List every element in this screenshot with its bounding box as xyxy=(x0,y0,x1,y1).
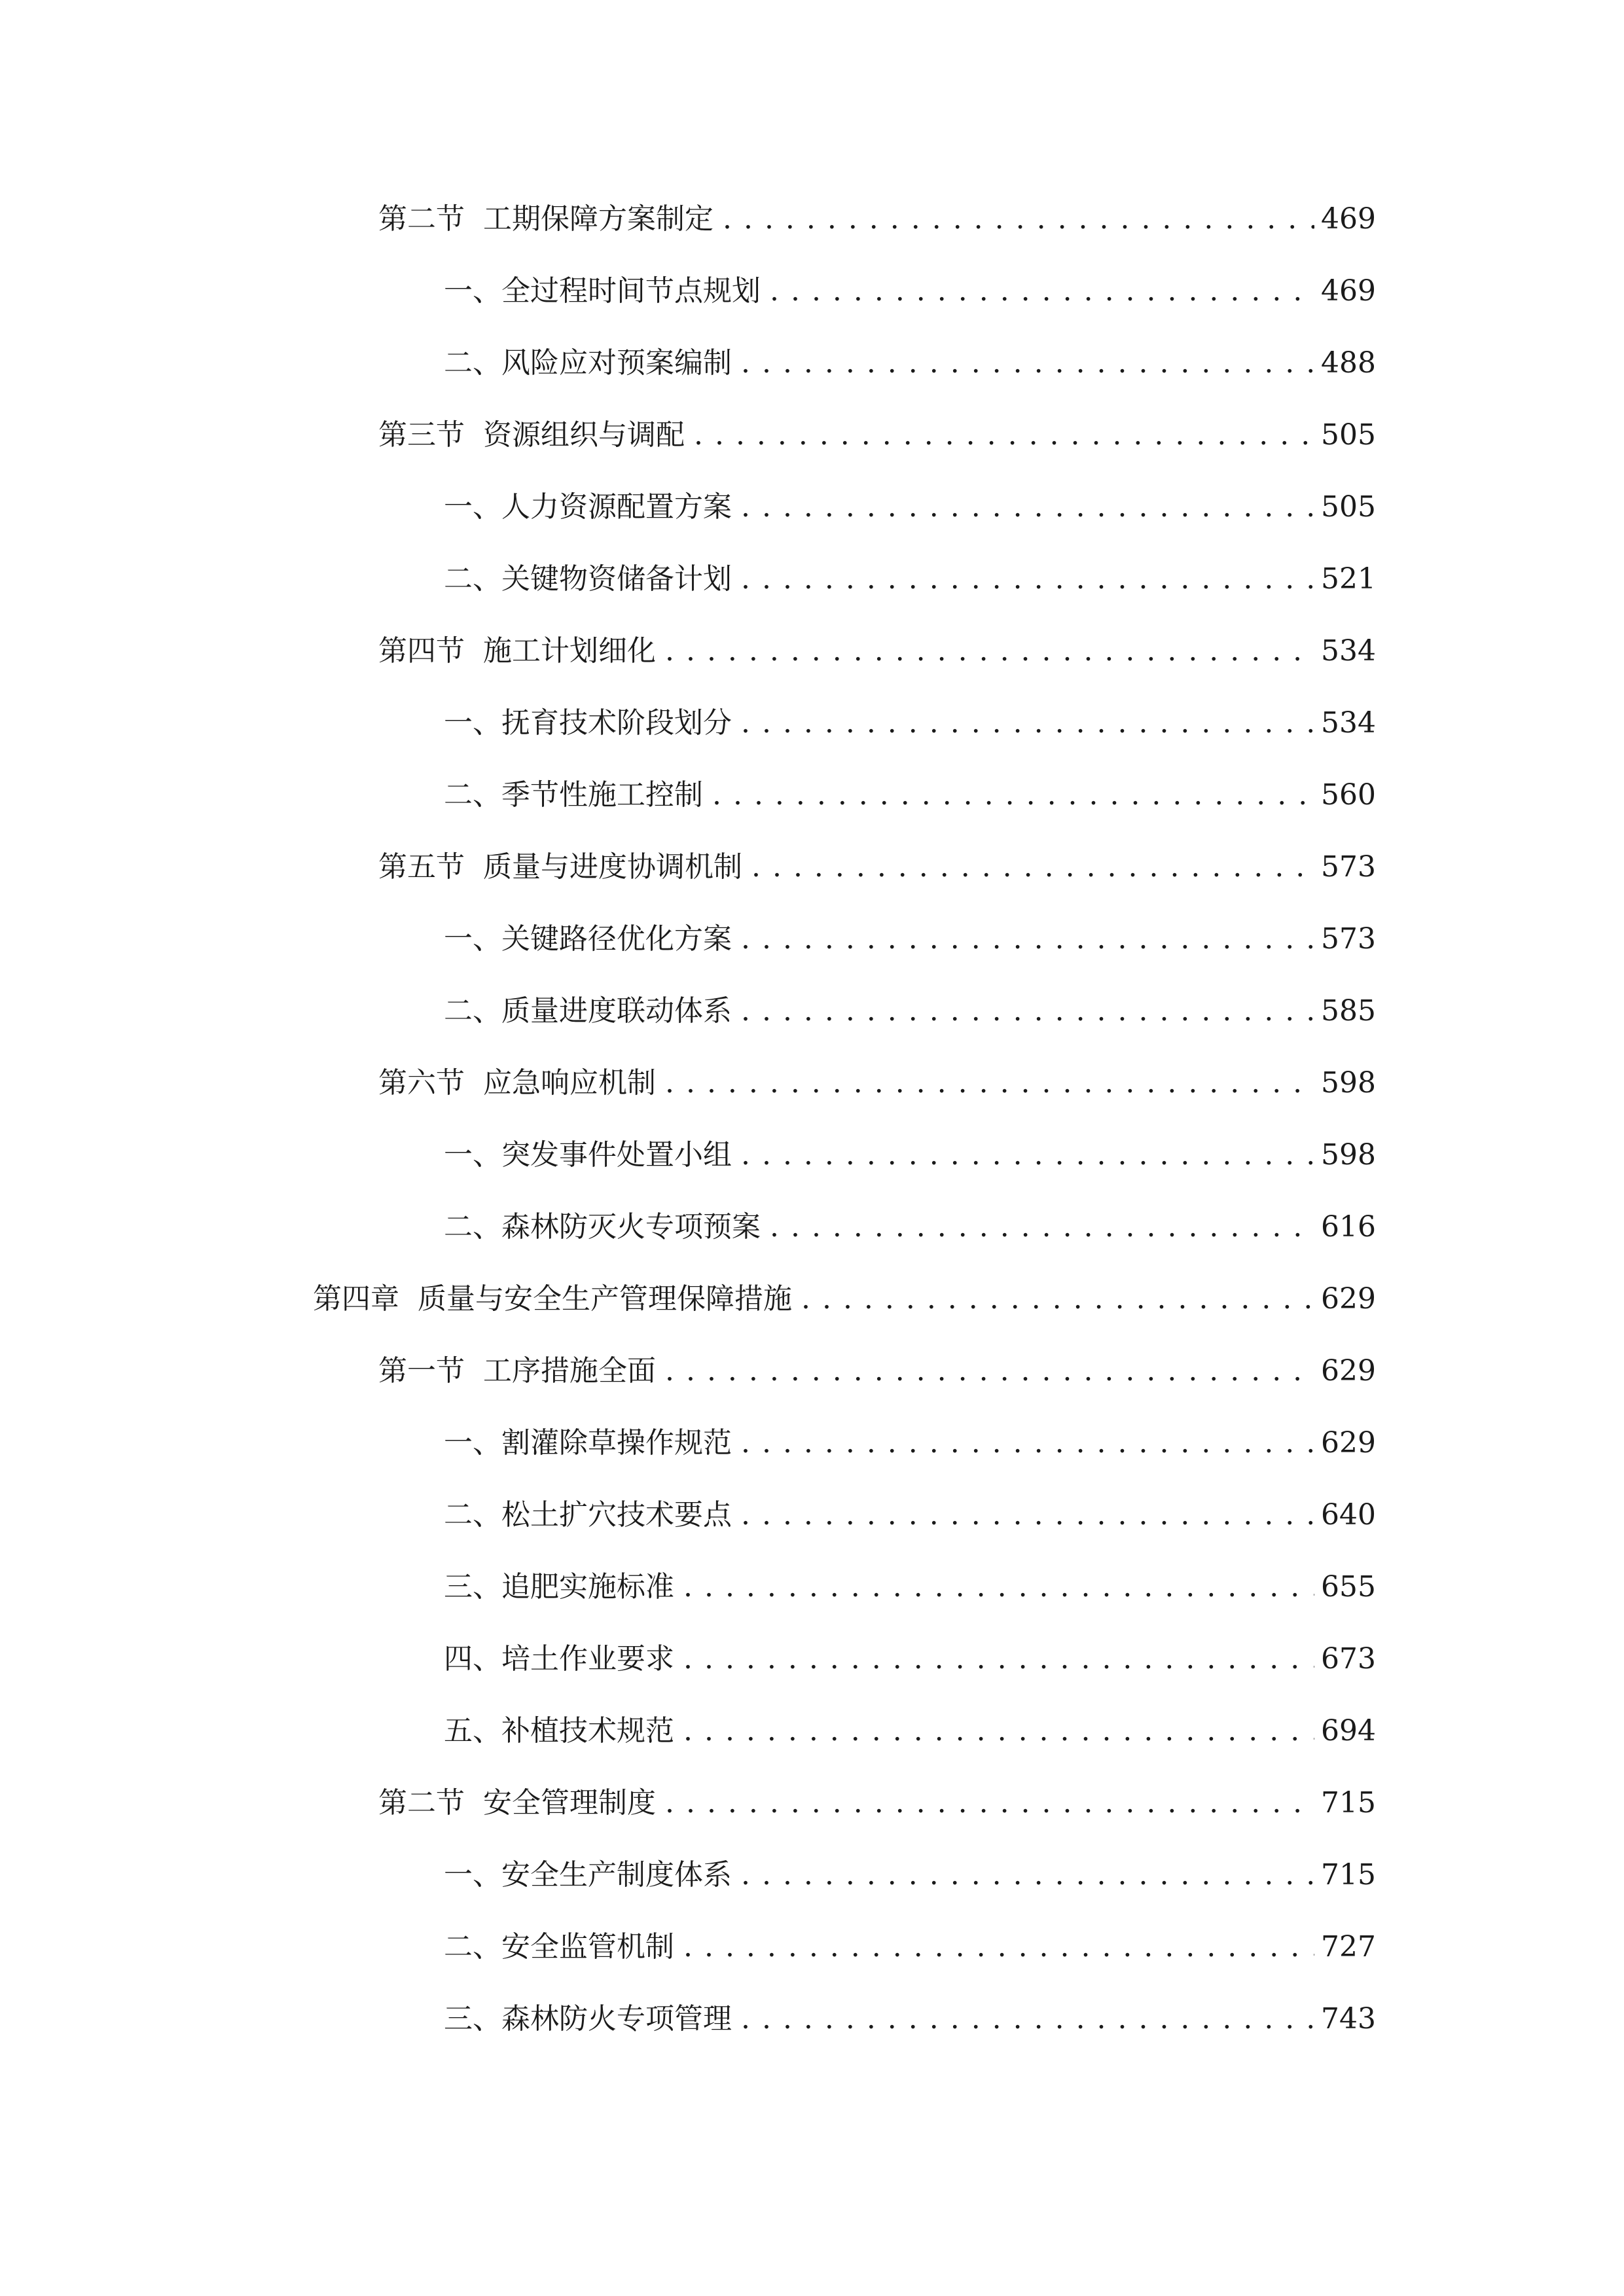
toc-entry-number: 二、 xyxy=(444,994,501,1028)
toc-entry-page: 469 xyxy=(1321,274,1376,308)
toc-entry[interactable] xyxy=(378,1780,1376,1826)
toc-entry-number: 五、 xyxy=(444,1714,501,1748)
toc-entry-title: 质量与安全生产管理保障措施 xyxy=(418,1282,792,1316)
toc-entry-title: 应急响应机制 xyxy=(483,1066,656,1100)
toc-entry-title: 全过程时间节点规划 xyxy=(501,274,761,308)
dot-leader xyxy=(741,340,1314,386)
toc-entry-page: 616 xyxy=(1321,1210,1376,1244)
toc-entry-title: 安全监管机制 xyxy=(501,1930,674,1964)
dot-leader xyxy=(665,1780,1314,1826)
toc-entry[interactable] xyxy=(444,1996,1376,2042)
toc-entry-title: 安全管理制度 xyxy=(483,1786,656,1820)
toc-entry[interactable] xyxy=(444,1204,1376,1250)
toc-entry-title: 追肥实施标准 xyxy=(501,1570,674,1604)
toc-entry-title: 关键路径优化方案 xyxy=(501,922,732,956)
dot-leader xyxy=(741,1852,1314,1898)
toc-entry[interactable] xyxy=(444,340,1376,386)
toc-entry-title: 抚育技术阶段划分 xyxy=(501,706,732,740)
toc-entry[interactable] xyxy=(444,772,1376,818)
toc-entry-page: 534 xyxy=(1321,706,1376,740)
dot-leader xyxy=(741,1492,1314,1538)
toc-entry[interactable] xyxy=(444,1636,1376,1682)
toc-entry[interactable] xyxy=(444,1852,1376,1898)
toc-entry-number: 一、 xyxy=(444,1858,501,1892)
toc-entry-number: 一、 xyxy=(444,1426,501,1460)
toc-entry[interactable] xyxy=(378,196,1376,242)
toc-entry-number: 第三节 xyxy=(378,418,465,452)
toc-entry[interactable] xyxy=(444,988,1376,1034)
dot-leader xyxy=(801,1276,1314,1322)
toc-entry[interactable] xyxy=(444,268,1376,314)
toc-entry-title: 工序措施全面 xyxy=(483,1354,656,1388)
toc-entry-number: 四、 xyxy=(444,1642,501,1676)
toc-entry-number: 一、 xyxy=(444,274,501,308)
toc-entry-title: 突发事件处置小组 xyxy=(501,1138,732,1172)
toc-entry-title: 人力资源配置方案 xyxy=(501,490,732,524)
toc-entry-number: 二、 xyxy=(444,778,501,812)
toc-entry-page: 598 xyxy=(1321,1066,1376,1100)
toc-entry-number: 三、 xyxy=(444,1570,501,1604)
toc-entry-page: 629 xyxy=(1321,1282,1376,1316)
toc-entry-number: 二、 xyxy=(444,346,501,380)
toc-entry[interactable] xyxy=(444,556,1376,602)
toc-entry[interactable] xyxy=(444,1924,1376,1970)
dot-leader xyxy=(770,1204,1314,1250)
toc-entry-title: 松土扩穴技术要点 xyxy=(501,1498,732,1532)
toc-entry[interactable] xyxy=(378,1348,1376,1394)
toc-entry-page: 573 xyxy=(1321,922,1376,956)
toc-entry[interactable] xyxy=(444,1492,1376,1538)
dot-leader xyxy=(741,988,1314,1034)
toc-entry-page: 505 xyxy=(1321,418,1376,452)
toc-entry-title: 割灌除草操作规范 xyxy=(501,1426,732,1460)
toc-entry-title: 质量进度联动体系 xyxy=(501,994,732,1028)
toc-entry-page: 640 xyxy=(1321,1498,1376,1532)
toc-entry-number: 三、 xyxy=(444,2002,501,2036)
toc-entry-number: 一、 xyxy=(444,922,501,956)
toc-entry-chapter[interactable] xyxy=(313,1276,1376,1322)
toc-entry[interactable] xyxy=(378,628,1376,674)
dot-leader xyxy=(665,628,1314,674)
toc-entry-number: 一、 xyxy=(444,706,501,740)
toc-entry-number: 第二节 xyxy=(378,1786,465,1820)
toc-entry-page: 521 xyxy=(1321,562,1376,596)
dot-leader xyxy=(712,772,1314,818)
dot-leader xyxy=(770,268,1314,314)
toc-entry[interactable] xyxy=(444,700,1376,746)
dot-leader xyxy=(683,1924,1314,1970)
toc-entry-number: 二、 xyxy=(444,1210,501,1244)
toc-entry-title: 补植技术规范 xyxy=(501,1714,674,1748)
dot-leader xyxy=(741,1132,1314,1178)
toc-entry-number: 第四章 xyxy=(313,1282,399,1316)
toc-entry-title: 培土作业要求 xyxy=(501,1642,674,1676)
toc-entry-page: 488 xyxy=(1321,346,1376,380)
dot-leader xyxy=(741,916,1314,962)
toc-entry-number: 第二节 xyxy=(378,202,465,236)
toc-entry[interactable] xyxy=(378,412,1376,458)
toc-entry-page: 629 xyxy=(1321,1354,1376,1388)
toc-entry[interactable] xyxy=(444,484,1376,530)
toc-entry-title: 关键物资储备计划 xyxy=(501,562,732,596)
toc-entry-number: 第五节 xyxy=(378,850,465,884)
dot-leader xyxy=(694,412,1314,458)
dot-leader xyxy=(723,196,1314,242)
toc-entry-page: 573 xyxy=(1321,850,1376,884)
dot-leader xyxy=(741,556,1314,602)
toc-entry-title: 质量与进度协调机制 xyxy=(483,850,742,884)
toc-entry-page: 560 xyxy=(1321,778,1376,812)
toc-entry-title: 工期保障方案制定 xyxy=(483,202,713,236)
toc-entry[interactable] xyxy=(378,1060,1376,1106)
dot-leader xyxy=(741,1996,1314,2042)
toc-entry-page: 727 xyxy=(1321,1930,1376,1964)
toc-entry-page: 743 xyxy=(1321,2002,1376,2036)
toc-entry-number: 第六节 xyxy=(378,1066,465,1100)
toc-entry-page: 673 xyxy=(1321,1642,1376,1676)
toc-entry-page: 598 xyxy=(1321,1138,1376,1172)
toc-entry-title: 季节性施工控制 xyxy=(501,778,703,812)
toc-entry-page: 715 xyxy=(1321,1858,1376,1892)
toc-entry-number: 第一节 xyxy=(378,1354,465,1388)
toc-entry-page: 629 xyxy=(1321,1426,1376,1460)
toc-entry-title: 施工计划细化 xyxy=(483,634,656,668)
toc-entry[interactable] xyxy=(444,916,1376,962)
toc-entry-number: 一、 xyxy=(444,1138,501,1172)
dot-leader xyxy=(683,1636,1314,1682)
toc-entry-number: 二、 xyxy=(444,562,501,596)
toc-entry-page: 694 xyxy=(1321,1714,1376,1748)
toc-entry[interactable] xyxy=(378,844,1376,890)
toc-entry[interactable] xyxy=(444,1708,1376,1754)
dot-leader xyxy=(665,1348,1314,1394)
toc-entry-page: 655 xyxy=(1321,1570,1376,1604)
dot-leader xyxy=(741,1420,1314,1466)
toc-entry[interactable] xyxy=(444,1420,1376,1466)
toc-entry-page: 715 xyxy=(1321,1786,1376,1820)
toc-entry-title: 资源组织与调配 xyxy=(483,418,685,452)
toc-entry[interactable] xyxy=(444,1132,1376,1178)
dot-leader xyxy=(683,1564,1314,1610)
toc-entry-page: 469 xyxy=(1321,202,1376,236)
toc-entry-number: 二、 xyxy=(444,1498,501,1532)
dot-leader xyxy=(741,700,1314,746)
toc-entry-title: 森林防灭火专项预案 xyxy=(501,1210,761,1244)
toc-entry-title: 森林防火专项管理 xyxy=(501,2002,732,2036)
toc-entry-title: 风险应对预案编制 xyxy=(501,346,732,380)
toc-entry-number: 第四节 xyxy=(378,634,465,668)
toc-entry-page: 534 xyxy=(1321,634,1376,668)
dot-leader xyxy=(751,844,1314,890)
toc-entry-page: 585 xyxy=(1321,994,1376,1028)
dot-leader xyxy=(741,484,1314,530)
dot-leader xyxy=(683,1708,1314,1754)
dot-leader xyxy=(665,1060,1314,1106)
toc-entry-page: 505 xyxy=(1321,490,1376,524)
toc-entry-number: 一、 xyxy=(444,490,501,524)
toc-entry-number: 二、 xyxy=(444,1930,501,1964)
toc-entry-title: 安全生产制度体系 xyxy=(501,1858,732,1892)
toc-entry[interactable] xyxy=(444,1564,1376,1610)
